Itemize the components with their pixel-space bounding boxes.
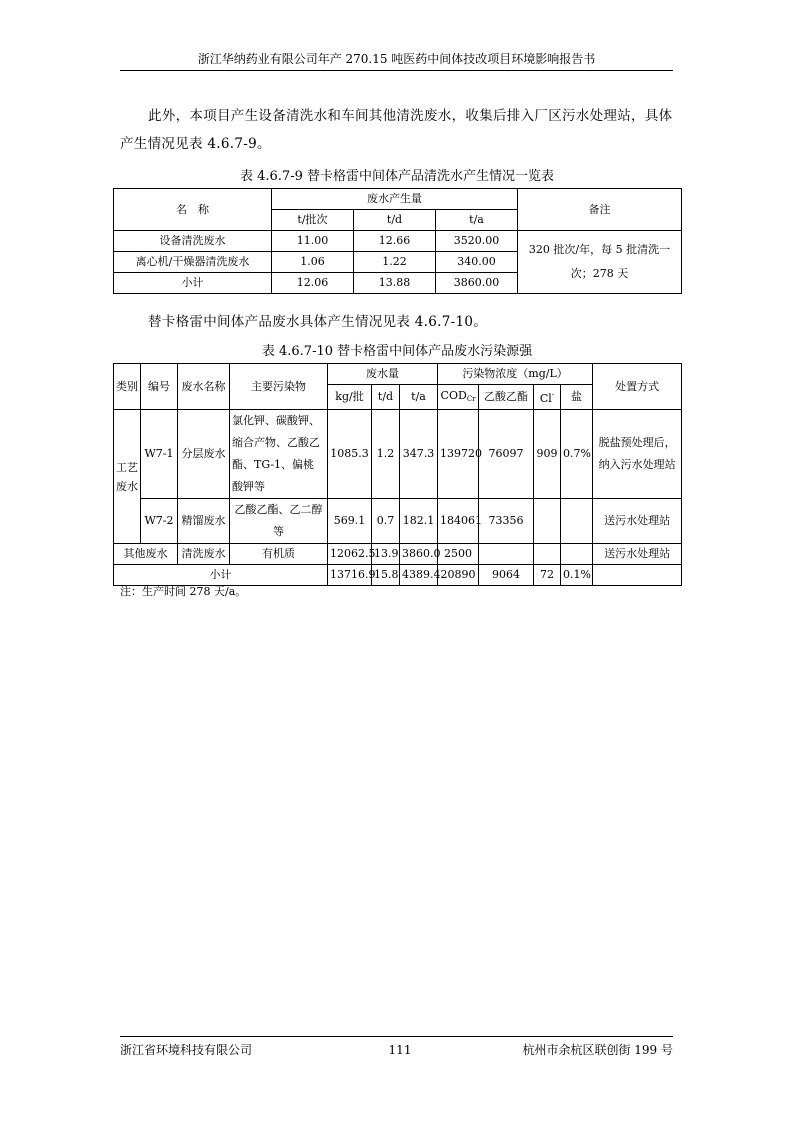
- t1-row-v3: 340.00: [436, 252, 518, 273]
- footer-address: 杭州市余杭区联创街 199 号: [522, 1043, 673, 1057]
- t2-total-label: 小计: [114, 565, 328, 586]
- t1-header-name: 名 称: [114, 189, 272, 231]
- t1-row-v2: 13.88: [354, 273, 436, 294]
- t1-row-name: 设备清洗废水: [114, 231, 272, 252]
- t2-r1-cod: 139720: [438, 410, 479, 499]
- table-row: [114, 565, 682, 586]
- t2-r3-ta: 3860.0: [400, 544, 438, 565]
- t1-note: 320 批次/年，每 5 批清洗一次；278 天: [518, 231, 682, 294]
- table-row: [114, 544, 682, 565]
- t2-h-conc: 污染物浓度（mg/L）: [438, 364, 593, 385]
- table-row: [114, 231, 682, 252]
- t2-u-salt: 盐: [561, 385, 593, 410]
- t2-r2-treat: 送污水处理站: [593, 499, 682, 544]
- t2-u-ea: 乙酸乙酯: [479, 385, 534, 410]
- t2-u-td: t/d: [372, 385, 400, 410]
- t2-u-cod-main: COD: [440, 388, 467, 402]
- t1-row-v2: 1.22: [354, 252, 436, 273]
- t2-r3-cod: 2500: [438, 544, 479, 565]
- t2-r2-salt: [561, 499, 593, 544]
- t2-r2-ea: 73356: [479, 499, 534, 544]
- t1-row-v2: 12.66: [354, 231, 436, 252]
- t2-r1-salt: 0.7%: [561, 410, 593, 499]
- header-title: 浙江华纳药业有限公司年产 270.15 吨医药中间体技改项目环境影响报告书: [197, 52, 596, 66]
- t2-u-cl: [534, 385, 561, 410]
- t2-u-cl-sup: -: [551, 391, 555, 399]
- t2-r2-cl: [534, 499, 561, 544]
- t1-header-group: 废水产生量: [272, 189, 518, 210]
- t2-r1-treat: 脱盐预处理后，纳入污水处理站: [593, 410, 682, 499]
- t2-r2-kg: 569.1: [328, 499, 372, 544]
- t2-total-ea: 9064: [479, 565, 534, 586]
- t2-h-category: 类别: [114, 364, 141, 410]
- t2-total-salt: 0.1%: [561, 565, 593, 586]
- t2-r2-cod: 184061: [438, 499, 479, 544]
- t2-r3-kg: 12062.5: [328, 544, 372, 565]
- table-note: 注：生产时间 278 天/a。: [120, 585, 247, 598]
- t2-total-td: 15.8: [372, 565, 400, 586]
- table2-wastewater-sources: [113, 363, 682, 586]
- t1-row-v1: 1.06: [272, 252, 354, 273]
- t1-row-v1: 11.00: [272, 231, 354, 252]
- paragraph-1: [120, 102, 675, 158]
- t1-row-name: 小计: [114, 273, 272, 294]
- t2-r1-td: 1.2: [372, 410, 400, 499]
- t1-row-v3: 3520.00: [436, 231, 518, 252]
- t2-r2-td: 0.7: [372, 499, 400, 544]
- table-row: [114, 410, 682, 499]
- t2-r3-name: 清洗废水: [178, 544, 230, 565]
- t2-cat-process: 工艺废水: [114, 410, 141, 544]
- t2-r3-category: 其他废水: [114, 544, 178, 565]
- t2-r1-ta: 347.3: [400, 410, 438, 499]
- t2-r1-code: W7-1: [141, 410, 178, 499]
- footer-company: 浙江省环境科技有限公司: [120, 1043, 253, 1057]
- paragraph-2-text: 替卡格雷中间体产品废水具体产生情况见表 4.6.7-10。: [148, 314, 488, 330]
- t2-r3-td: 13.9: [372, 544, 400, 565]
- t2-r2-name: 精馏废水: [178, 499, 230, 544]
- table1-cleaning-water: [113, 188, 682, 294]
- t2-h-water: 废水量: [328, 364, 438, 385]
- table1-caption: 表 4.6.7-9 替卡格雷中间体产品清洗水产生情况一览表: [239, 169, 554, 184]
- t1-row-v1: 12.06: [272, 273, 354, 294]
- t2-total-cl: 72: [534, 565, 561, 586]
- t2-r1-ea: 76097: [479, 410, 534, 499]
- t2-r1-pollutant: 氯化钾、碳酸钾、缩合产物、乙酸乙酯、TG-1、偏桃酸钾等: [230, 410, 328, 499]
- page-header: [120, 50, 673, 71]
- paragraph-2: [120, 308, 675, 336]
- t2-r3-cl: [534, 544, 561, 565]
- paragraph-1-line1: 此外，本项目产生设备清洗水和车间其他清洗废水，收集后排入厂区污水处理站，具体: [148, 108, 673, 124]
- t2-u-kg: kg/批: [328, 385, 372, 410]
- t2-r3-treat: 送污水处理站: [593, 544, 682, 565]
- t2-total-cod: 20890: [438, 565, 479, 586]
- t2-r2-code: W7-2: [141, 499, 178, 544]
- t2-r2-pollutant: 乙酸乙酯、乙二醇等: [230, 499, 328, 544]
- t2-r1-kg: 1085.3: [328, 410, 372, 499]
- paragraph-1-line2: 产生情况见表 4.6.7-9。: [120, 136, 271, 152]
- t2-total-ta: 4389.4: [400, 565, 438, 586]
- t2-h-treat: 处置方式: [593, 364, 682, 410]
- table-row: [114, 499, 682, 544]
- footer-page-number: 111: [388, 1043, 412, 1057]
- t2-r2-ta: 182.1: [400, 499, 438, 544]
- t2-u-cl-main: Cl: [539, 392, 552, 405]
- t2-r1-cl: 909: [534, 410, 561, 499]
- table2-caption: 表 4.6.7-10 替卡格雷中间体产品废水污染源强: [261, 344, 533, 359]
- t2-u-ta: t/a: [400, 385, 438, 410]
- t1-row-v3: 3860.00: [436, 273, 518, 294]
- t2-h-name: 废水名称: [178, 364, 230, 410]
- t2-r1-name: 分层废水: [178, 410, 230, 499]
- t2-u-cod: [438, 385, 479, 410]
- page-footer: [120, 1036, 673, 1057]
- t2-r3-salt: [561, 544, 593, 565]
- t1-unit-batch: t/批次: [272, 210, 354, 231]
- t2-h-pollutant: 主要污染物: [230, 364, 328, 410]
- t1-row-name: 离心机/干燥器清洗废水: [114, 252, 272, 273]
- t2-h-code: 编号: [141, 364, 178, 410]
- t2-r3-pollutant: 有机质: [230, 544, 328, 565]
- t1-header-note: 备注: [518, 189, 682, 231]
- t2-total-treat: [593, 565, 682, 586]
- t2-total-kg: 13716.9: [328, 565, 372, 586]
- t2-u-cod-sub: Cr: [466, 394, 476, 403]
- t1-unit-year: t/a: [436, 210, 518, 231]
- t2-r3-ea: [479, 544, 534, 565]
- t1-unit-day: t/d: [354, 210, 436, 231]
